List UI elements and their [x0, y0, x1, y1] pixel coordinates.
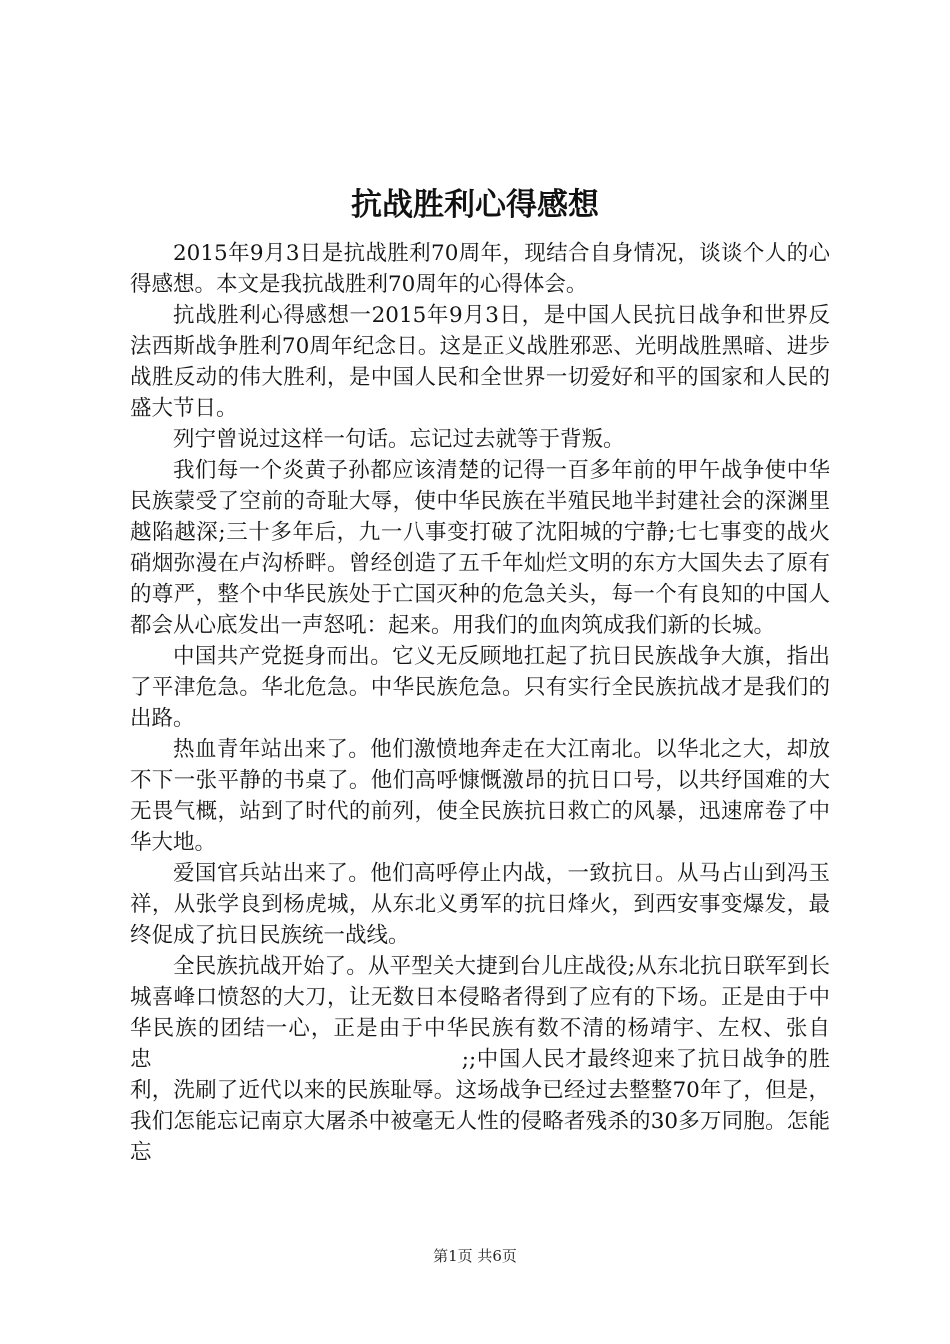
paragraph: 全民族抗战开始了。从平型关大捷到台儿庄战役;从东北抗日联军到长城喜峰口愤怒的大刀，让无数日本侵略者得到了应有的下场。正是由于中华民族的团结一心，正是由于中华民族有数不清的杨靖宇、左权、张自忠 ;;中国人民才最终迎来了抗日战争的胜利，洗刷了近代以来的民族耻辱。这场战争已经过去整整70年了，但是，我们怎能忘记南京大屠杀中被毫无人性的侵略者残杀的30多万同胞。怎能忘 [130, 954, 830, 1165]
document-body [130, 238, 830, 1168]
paragraph: 中国共产党挺身而出。它义无反顾地扛起了抗日民族战争大旗，指出了平津危急。华北危急。中华民族危急。只有实行全民族抗战才是我们的出路。 [130, 644, 830, 731]
paragraph: 爱国官兵站出来了。他们高呼停止内战，一致抗日。从马占山到冯玉祥，从张学良到杨虎城，从东北义勇军的抗日烽火，到西安事变爆发，最终促成了抗日民族统一战线。 [130, 861, 830, 948]
paragraph: 我们每一个炎黄子孙都应该清楚的记得一百多年前的甲午战争使中华民族蒙受了空前的奇耻大辱，使中华民族在半殖民地半封建社会的深渊里越陷越深;三十多年后，九一八事变打破了沈阳城的宁静;七七事变的战火硝烟弥漫在卢沟桥畔。曾经创造了五千年灿烂文明的东方大国失去了原有的尊严，整个中华民族处于亡国灭种的危急关头，每一个有良知的中国人都会从心底发出一声怒吼：起来。用我们的血肉筑成我们新的长城。 [130, 458, 830, 638]
paragraph: 2015年9月3日是抗战胜利70周年，现结合自身情况，谈谈个人的心得感想。本文是我抗战胜利70周年的心得体会。 [130, 241, 830, 297]
document-title: 抗战胜利心得感想 [351, 187, 599, 223]
page-number-footer: 第1页 共6页 [433, 1247, 517, 1265]
paragraph: 列宁曾说过这样一句话。忘记过去就等于背叛。 [173, 427, 625, 452]
paragraph: 抗战胜利心得感想一2015年9月3日，是中国人民抗日战争和世界反法西斯战争胜利70周年纪念日。这是正义战胜邪恶、光明战胜黑暗、进步战胜反动的伟大胜利，是中国人民和全世界一切爱好和平的国家和人民的盛大节日。 [130, 303, 830, 421]
paragraph: 热血青年站出来了。他们激愤地奔走在大江南北。以华北之大，却放不下一张平静的书桌了。他们高呼慷慨激昂的抗日口号，以共纾国难的大无畏气概，站到了时代的前列，使全民族抗日救亡的风暴，迅速席卷了中华大地。 [130, 737, 830, 855]
